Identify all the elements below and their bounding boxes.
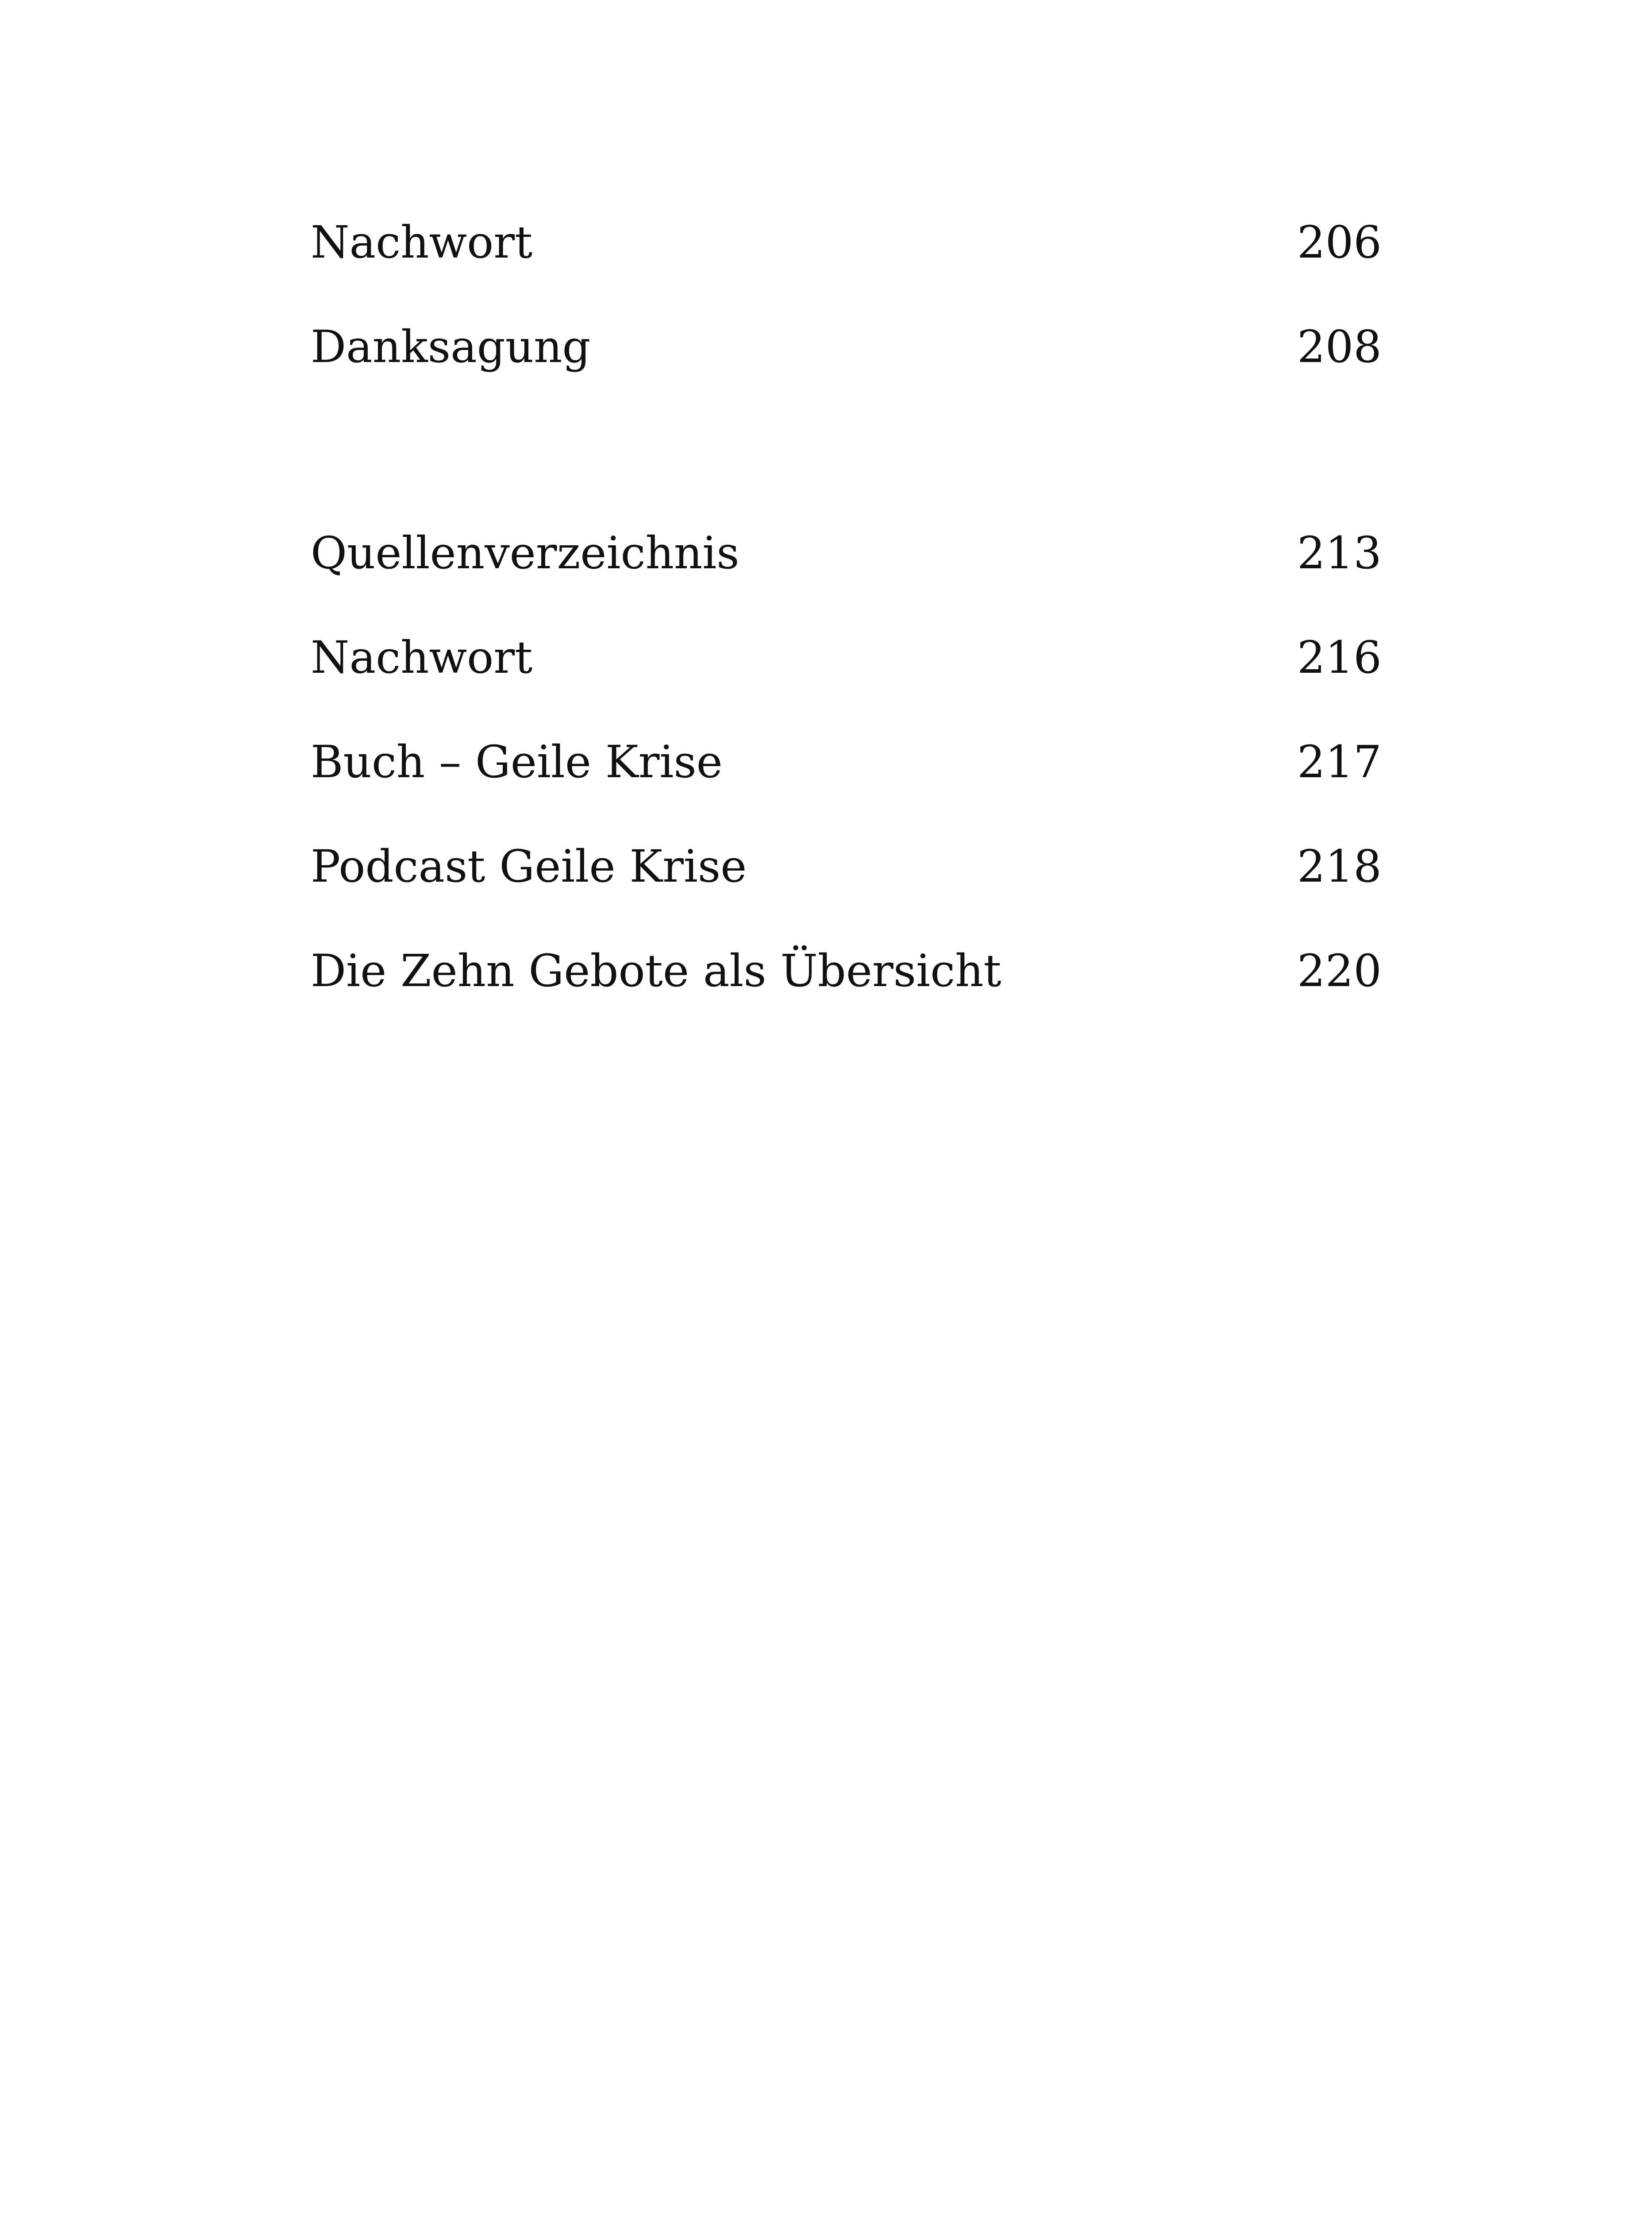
table-of-contents [311, 190, 1382, 1023]
toc-entry-page: 220 [1297, 945, 1382, 997]
toc-entry-title: Nachwort [311, 632, 533, 683]
toc-group-1 [311, 190, 1382, 399]
toc-entry-page: 208 [1297, 321, 1382, 373]
toc-entry [311, 710, 1382, 814]
toc-entry-title: Danksagung [311, 321, 591, 373]
toc-entry-title: Nachwort [311, 216, 533, 268]
toc-entry-page: 216 [1297, 632, 1382, 683]
toc-entry [311, 814, 1382, 919]
toc-entry [311, 919, 1382, 1023]
toc-entry-title: Podcast Geile Krise [311, 840, 747, 892]
toc-entry-title: Buch – Geile Krise [311, 736, 723, 788]
toc-entry [311, 605, 1382, 710]
toc-entry-page: 218 [1297, 840, 1382, 892]
toc-entry [311, 501, 1382, 605]
toc-entry-page: 206 [1297, 216, 1382, 268]
toc-entry-page: 217 [1297, 736, 1382, 788]
toc-entry-title: Quellenverzeichnis [311, 527, 739, 579]
toc-entry [311, 295, 1382, 399]
toc-entry-page: 213 [1297, 527, 1382, 579]
toc-group-2 [311, 501, 1382, 1023]
toc-entry-title: Die Zehn Gebote als Übersicht [311, 945, 1001, 997]
toc-entry [311, 190, 1382, 295]
